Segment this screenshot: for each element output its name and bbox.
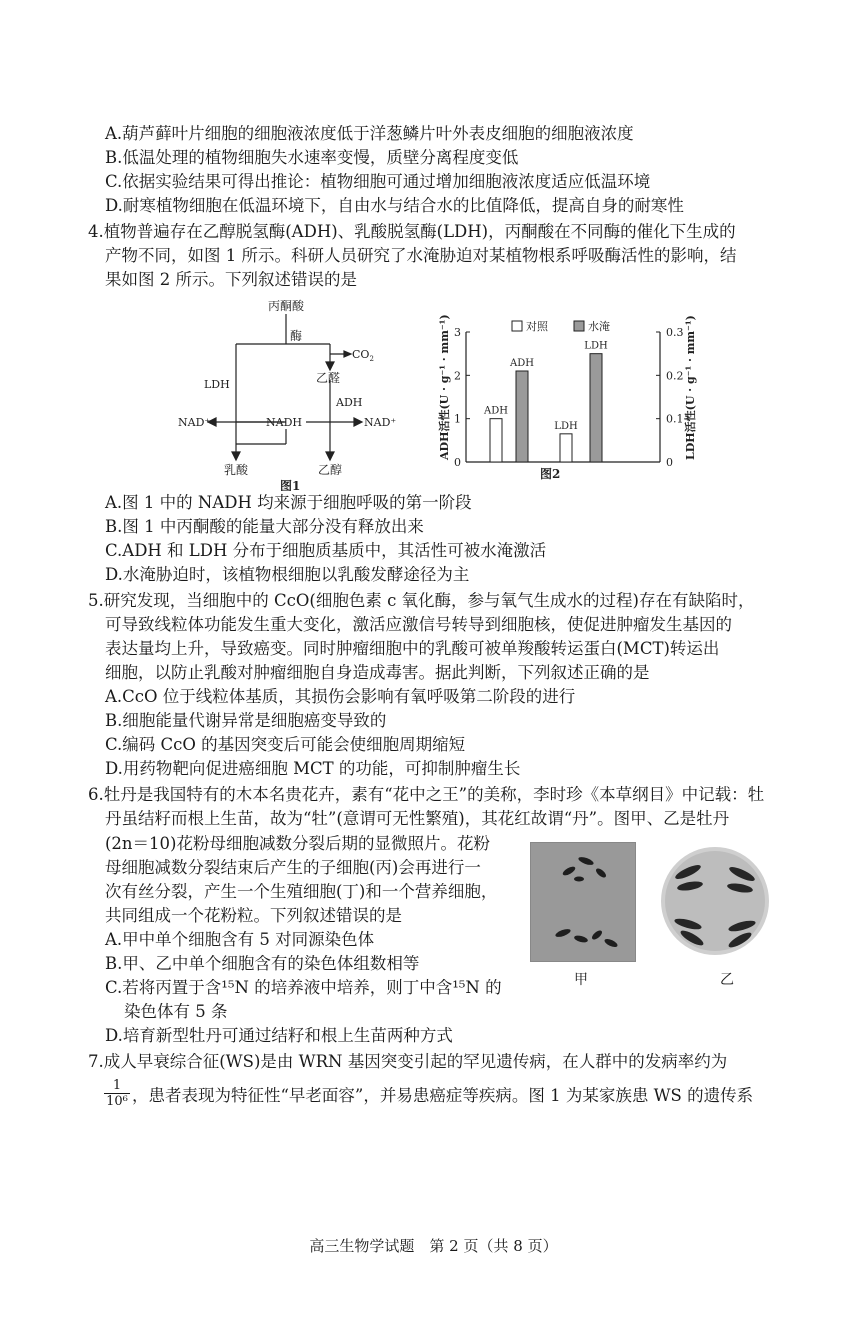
right-tick-label: 0.2 bbox=[666, 369, 684, 383]
bar-adh-control bbox=[490, 419, 502, 462]
fig1-ethanol: 乙醇 bbox=[318, 463, 343, 477]
fig1-pyruvate: 丙酮酸 bbox=[268, 299, 305, 313]
right-tick-label: 0.1 bbox=[666, 412, 684, 426]
bar-label: LDH bbox=[554, 420, 578, 432]
fig1-lactate: 乳酸 bbox=[224, 463, 249, 477]
page-footer: 高三生物学试题 第 2 页（共 8 页） bbox=[309, 1237, 558, 1255]
left-tick-label: 1 bbox=[454, 412, 461, 426]
q5-option-c: C.编码 CcO 的基因突变后可能会使细胞周期缩短 bbox=[105, 735, 466, 754]
q6-option-d: D.培育新型牡丹可通过结籽和根上生苗两种方式 bbox=[105, 1026, 453, 1045]
right-tick-label: 0 bbox=[666, 456, 673, 469]
q7-fraction-denominator: 10⁶ bbox=[106, 1094, 128, 1109]
legend-control-label: 对照 bbox=[526, 320, 548, 333]
micrograph-yi bbox=[660, 842, 770, 960]
q4-stem-line1: 4.植物普遍存在乙醇脱氢酶(ADH)、乳酸脱氢酶(LDH)，丙酮酸在不同酶的催化下生成的 bbox=[88, 222, 736, 241]
q6-option-a: A.甲中单个细胞含有 5 对同源染色体 bbox=[105, 930, 375, 949]
left-tick-label: 2 bbox=[454, 369, 461, 383]
q4-option-c: C.ADH 和 LDH 分布于细胞质基质中，其活性可被水淹激活 bbox=[105, 541, 547, 560]
q7-stem-line1: 7.成人早衰综合征(WS)是由 WRN 基因突变引起的罕见遗传病，在人群中的发病率约为 bbox=[88, 1052, 728, 1071]
q3-option-a: A.葫芦藓叶片细胞的细胞液浓度低于洋葱鳞片叶外表皮细胞的细胞液浓度 bbox=[105, 124, 634, 143]
bar-label: ADH bbox=[484, 405, 508, 417]
q4-option-d: D.水淹胁迫时，该植物根细胞以乳酸发酵途径为主 bbox=[105, 565, 470, 584]
fig1-acetaldehyde: 乙醛 bbox=[316, 371, 341, 385]
q4-option-a: A.图 1 中的 NADH 均来源于细胞呼吸的第一阶段 bbox=[105, 493, 472, 512]
q6-stem-line2: 丹虽结籽而根上生苗，故为“牡”(意谓可无性繁殖)，其花红故谓“丹”。图甲、乙是牡丹 bbox=[105, 809, 730, 828]
left-tick-label: 3 bbox=[454, 326, 461, 339]
bar-label: LDH bbox=[584, 340, 608, 352]
q6-option-c-line2: 染色体有 5 条 bbox=[124, 1002, 228, 1021]
fig1-caption: 图1 bbox=[280, 479, 301, 491]
q5-stem-line1: 5.研究发现，当细胞中的 CcO(细胞色素 c 氧化酶，参与氧气生成水的过程)存在有缺陷时， bbox=[88, 591, 755, 610]
figure-2-bar-chart bbox=[432, 310, 712, 490]
fig1-nad-right: NAD⁺ bbox=[364, 416, 397, 429]
q3-option-b: B.低温处理的植物细胞失水速率变慢，质壁分离程度变低 bbox=[105, 148, 519, 167]
q3-option-c: C.依据实验结果可得出推论：植物细胞可通过增加细胞液浓度适应低温环境 bbox=[105, 172, 651, 191]
bar-label: ADH bbox=[510, 358, 534, 369]
q5-stem-line3: 表达量均上升，导致癌变。同时肿瘤细胞中的乳酸可被单羧酸转运蛋白(MCT)转运出 bbox=[105, 639, 720, 658]
fig1-nad-left: NAD⁺ bbox=[178, 416, 211, 429]
bar-ldh-flood bbox=[590, 354, 602, 462]
micrograph-yi-label: 乙 bbox=[720, 972, 734, 988]
q5-stem-line2: 可导致线粒体功能发生重大变化，激活应激信号转导到细胞核，使促进肿瘤发生基因的 bbox=[105, 615, 732, 634]
micrograph-jia-label: 甲 bbox=[574, 972, 588, 988]
micrograph-jia bbox=[530, 842, 636, 962]
fig1-enzyme: 酶 bbox=[290, 329, 303, 343]
bar-ldh-control bbox=[560, 434, 572, 462]
fig1-ldh: LDH bbox=[204, 378, 230, 391]
legend bbox=[512, 319, 610, 333]
q6-stem-line5: 次有丝分裂，产生一个生殖细胞(丁)和一个营养细胞， bbox=[105, 882, 498, 901]
fig1-adh: ADH bbox=[336, 396, 363, 409]
left-axis-label: ADH活性(U · g⁻¹ · mm⁻¹) bbox=[438, 314, 451, 460]
q6-stem-line1: 6.牡丹是我国特有的木本名贵花卉，素有“花中之王”的美称，李时珍《本草纲目》中记载：牡 bbox=[88, 785, 765, 804]
q4-option-b: B.图 1 中丙酮酸的能量大部分没有释放出来 bbox=[105, 517, 424, 536]
right-tick-label: 0.3 bbox=[666, 326, 684, 339]
fig1-nadh: NADH bbox=[266, 416, 302, 429]
q7-fraction bbox=[104, 1078, 130, 1109]
figure-2-caption: 图2 bbox=[540, 467, 561, 481]
left-tick-label: 0 bbox=[454, 456, 461, 469]
q5-stem-line4: 细胞，以防止乳酸对肿瘤细胞自身造成毒害。据此判断，下列叙述正确的是 bbox=[105, 663, 650, 682]
q7-fraction-numerator: 1 bbox=[104, 1078, 130, 1094]
legend-control-swatch bbox=[512, 321, 522, 331]
q5-option-d: D.用药物靶向促进癌细胞 MCT 的功能，可抑制肿瘤生长 bbox=[105, 759, 521, 778]
figure-1-pathway bbox=[170, 296, 430, 491]
legend-flood-swatch bbox=[574, 321, 584, 331]
q3-option-d: D.耐寒植物细胞在低温环境下，自由水与结合水的比值降低，提高自身的耐寒性 bbox=[105, 196, 684, 215]
legend-flood-label: 水淹 bbox=[588, 320, 610, 333]
q5-option-b: B.细胞能量代谢异常是细胞癌变导致的 bbox=[105, 711, 387, 730]
bar-adh-flood bbox=[516, 371, 528, 462]
q5-option-a: A.CcO 位于线粒体基质，其损伤会影响有氧呼吸第二阶段的进行 bbox=[105, 687, 576, 706]
fig1-co2: $CO_2$ bbox=[352, 348, 374, 363]
q6-stem-line4: 母细胞减数分裂结束后产生的子细胞(丙)会再进行一 bbox=[105, 858, 481, 877]
q6-option-c-line1: C.若将丙置于含¹⁵N 的培养液中培养，则丁中含¹⁵N 的 bbox=[105, 978, 502, 997]
q7-stem-line2: ，患者表现为特征性“早老面容”，并易患癌症等疾病。图 1 为某家族患 WS 的遗传系 bbox=[132, 1086, 754, 1105]
q4-stem-line2: 产物不同，如图 1 所示。科研人员研究了水淹胁迫对某植物根系呼吸酶活性的影响，结 bbox=[105, 246, 737, 265]
right-axis-label: LDH活性(U · g⁻¹ · mm⁻¹) bbox=[684, 315, 697, 460]
q6-stem-line3: (2n＝10)花粉母细胞减数分裂后期的显微照片。花粉 bbox=[105, 834, 490, 853]
q6-stem-line6: 共同组成一个花粉粒。下列叙述错误的是 bbox=[105, 906, 402, 925]
q6-option-b: B.甲、乙中单个细胞含有的染色体组数相等 bbox=[105, 954, 420, 973]
q4-stem-line3: 果如图 2 所示。下列叙述错误的是 bbox=[105, 270, 357, 289]
